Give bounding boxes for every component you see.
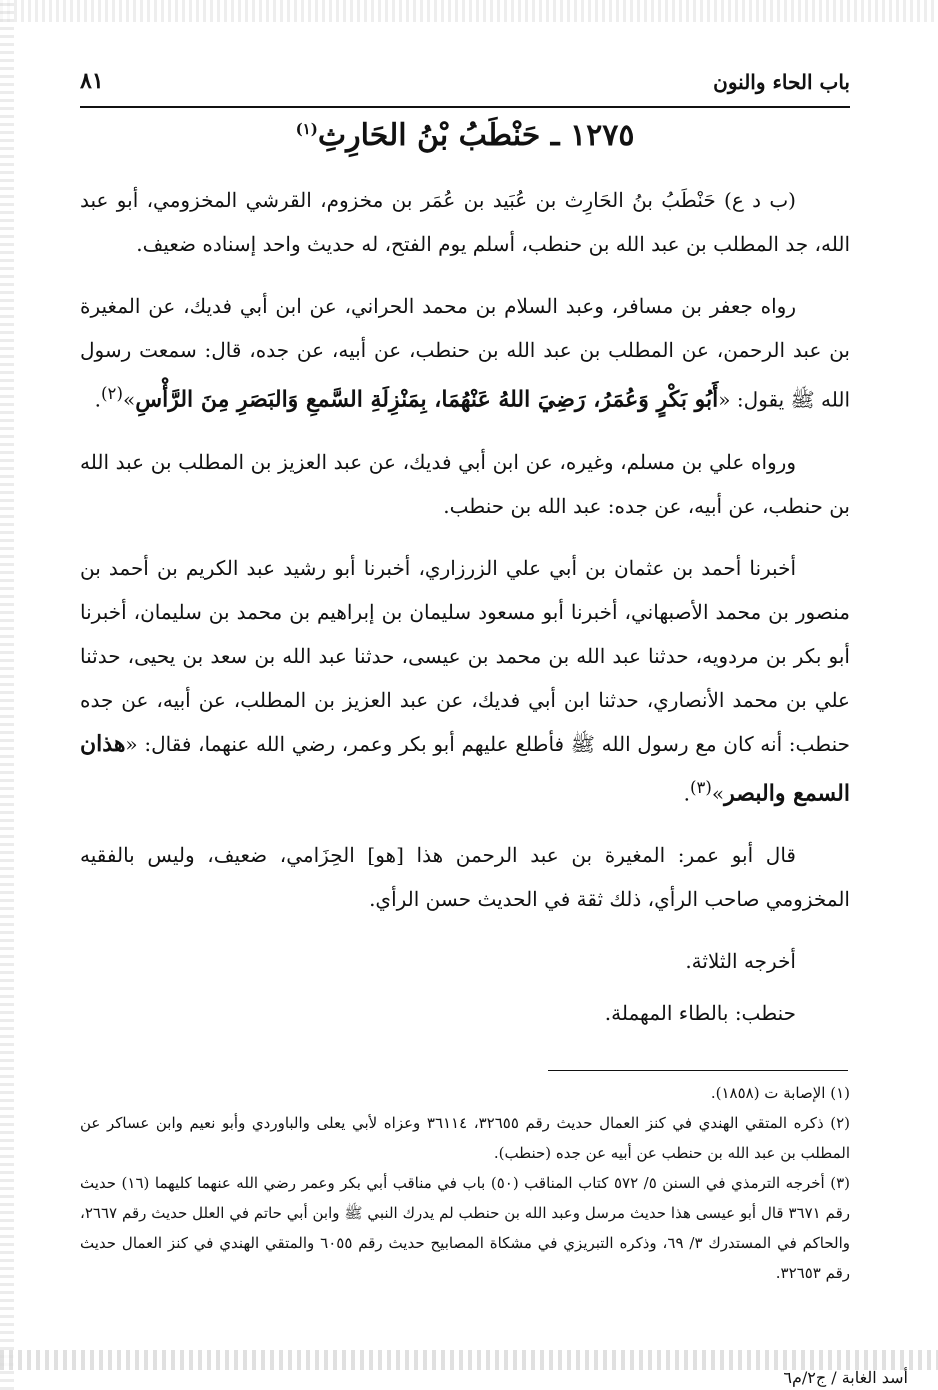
spelling-note: حنطب: بالطاء المهملة. (604, 1001, 796, 1026)
scan-edge-left (0, 0, 14, 1390)
footnote-ref-2: (٢) (101, 384, 123, 403)
footnote-separator (548, 1070, 848, 1071)
sentence-end: . (94, 387, 102, 412)
takhrij-line: أخرجه الثلاثة. (685, 949, 796, 974)
entry-body (80, 178, 850, 1043)
footnote-ref-1: (١) (295, 120, 318, 138)
page-number: ٨١ (80, 68, 104, 94)
isnad-quote: هذان السمع والبصر (80, 730, 850, 807)
footnotes (80, 1078, 850, 1288)
entry-title (80, 118, 850, 153)
running-head: باب الحاء والنون (713, 70, 850, 94)
paragraph-abu-umar: قال أبو عمر: المغيرة بن عبد الرحمن هذا [هو] الحِزَامي، ضعيف، وليس بالفقيه المخزومي صاحب الرأي، ذلك ثقة في الحديث حسن الرأي. (80, 843, 850, 912)
paragraph-other-chain: ورواه علي بن مسلم، وغيره، عن ابن أبي فديك، عن عبد العزيز بن المطلب بن عبد الله بن حنطب، عن أبيه، عن جده: عبد الله بن حنطب. (80, 449, 850, 518)
page-header (80, 62, 850, 108)
quote-close: » (711, 781, 725, 806)
signature-mark: أسد الغابة / ج٢/م٦ (783, 1368, 908, 1387)
footnote-ref-3: (٣) (689, 777, 712, 797)
entry-title-text: ١٢٧٥ ـ حَنْطَبُ بْنُ الحَارِثِ (317, 118, 635, 153)
quote-close: » (122, 387, 136, 412)
footnote-2: (٢) ذكره المتقي الهندي في كنز العمال حديث رقم ٣٢٦٥٥، ٣٦١١٤ وعزاه لأبي يعلى والباوردي وأبو نعيم وابن عساكر عن المطلب بن عبد الله بن حنطب عن أبيه عن جده (حنطب). (80, 1114, 850, 1162)
scan-edge-top (0, 0, 938, 22)
hadith-text: أَبُو بَكْرٍ وَعُمَرُ، رَضِيَ اللهُ عَنْهُمَا، بِمَنْزِلَةِ السَّمعِ وَالبَصَرِ مِنَ الرَّأْسِ (135, 386, 719, 413)
hadith-chain: رواه جعفر بن مسافر، وعبد السلام بن محمد الحراني، عن ابن أبي فديك، عن المغيرة بن عبد الرحمن، عن المطلب بن عبد الله بن حنطب، عن أبيه، عن جده، قال: سمعت رسول الله ﷺ يقول: « (80, 294, 850, 412)
paragraph-isnad (80, 546, 850, 816)
sentence-end: . (683, 781, 690, 806)
footnote-1: (١) الإصابة ت (١٨٥٨). (710, 1084, 850, 1102)
paragraph-hadith (80, 284, 850, 422)
isnad-chain: أخبرنا أحمد بن عثمان بن أبي علي الزرزاري، أخبرنا أبو رشيد عبد الكريم بن أحمد بن منصور بن محمد الأصبهاني، أخبرنا أبو مسعود سليمان بن إبراهيم بن محمد بن سليمان، أخبرنا أبو بكر بن مردويه، حدثنا عبد الله بن محمد بن عيسى، حدثنا عبد الله بن سعد بن يحيى، حدثنا علي بن محمد الأنصاري، حدثنا ابن أبي فديك، عن عبد العزيز بن المطلب، عن أبيه، عن جده حنطب: أنه كان مع رسول الله ﷺ فأطلع عليهم أبو بكر وعمر، رضي الله عنهما، فقال: « (80, 555, 850, 756)
scan-edge-bottom (0, 1350, 938, 1370)
footnote-3: (٣) أخرجه الترمذي في السنن ٥/ ٥٧٢ كتاب المناقب (٥٠) باب في مناقب أبي بكر وعمر رضي الله عنهما كليهما (١٦) حديث رقم ٣٦٧١ قال أبو عيسى هذا حديث مرسل وعبد الله بن حنطب لم يدرك النبي ﷺ وابن أبي حاتم في العلل حديث رقم ٢٦٦٧، والحاكم في المستدرك ٣/ ٦٩، وذكره التبريزي في مشكاة المصابيح حديث رقم ٦٠٥٥ والمتقي الهندي في كنز العمال حديث رقم ٣٢٦٥٣. (80, 1174, 850, 1282)
paragraph-lineage: (ب د ع) حَنْطَبُ بنُ الحَارِث بن عُبَيد بن عُمَر بن مخزوم، القرشي المخزومي، أبو عبد الله، جد المطلب بن عبد الله بن حنطب، أسلم يوم الفتح، له حديث واحد إسناده ضعيف. (80, 188, 850, 256)
